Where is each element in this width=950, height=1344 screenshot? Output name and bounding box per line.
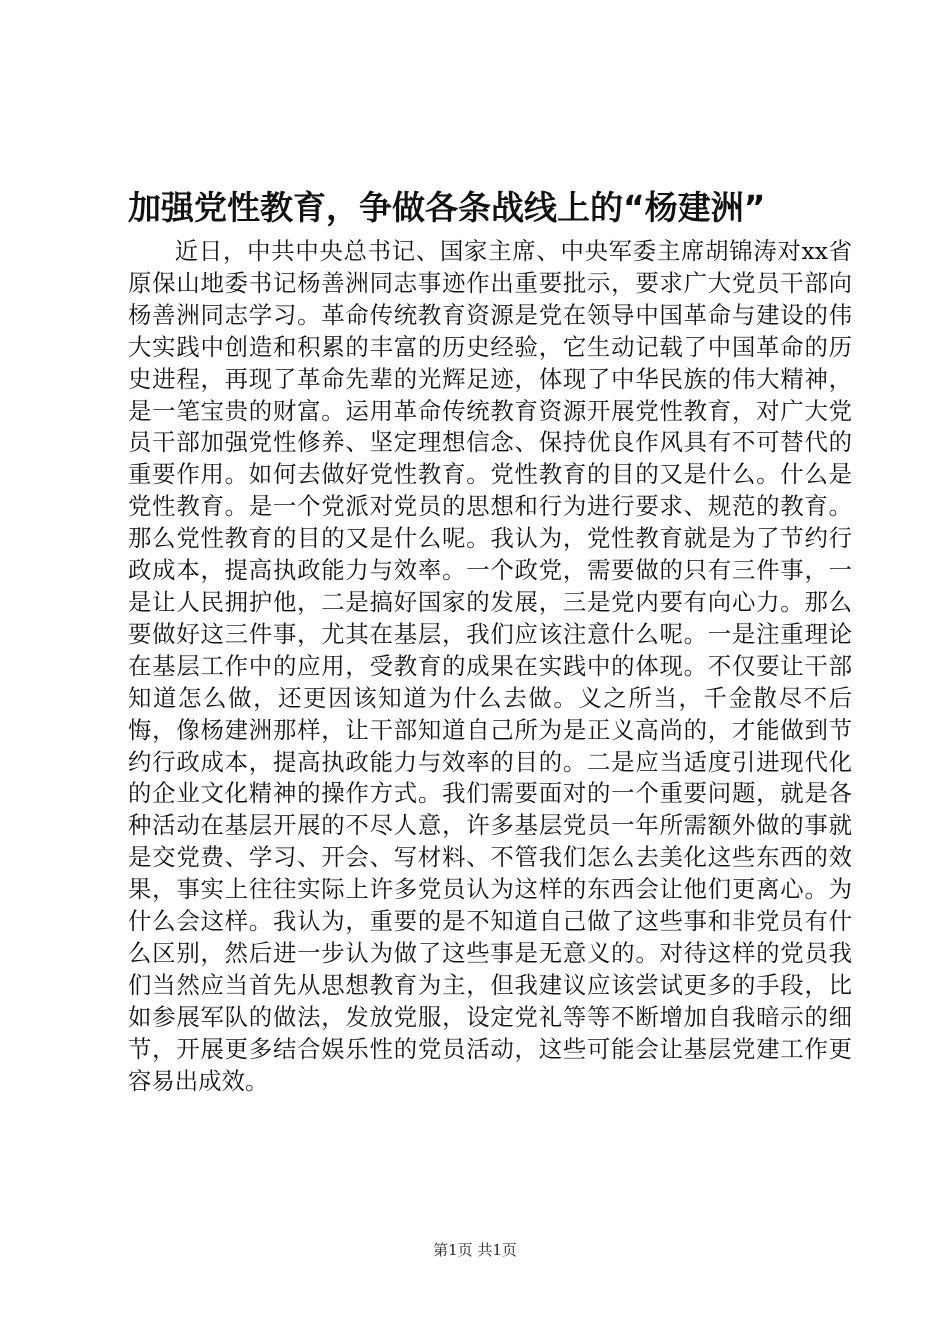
document-title: 加强党性教育，争做各条战线上的“杨建洲” bbox=[128, 188, 766, 227]
page-footer: 第1页 共1页 bbox=[433, 1241, 517, 1259]
document-body-paragraph: 近日，中共中央总书记、国家主席、中央军委主席胡锦涛对xx省原保山地委书记杨善洲同志事迹作出重要批示，要求广大党员干部向杨善洲同志学习。革命传统教育资源是党在领导中国革命与建设的伟大实践中创造和积累的丰富的历史经验，它生动记载了中国革命的历史进程，再现了革命先辈的光辉足迹，体现了中华民族的伟大精神，是一笔宝贵的财富。运用革命传统教育资源开展党性教育，对广大党员干部加强党性修养、坚定理想信念、保持优良作风具有不可替代的重要作用。如何去做好党性教育。党性教育的目的又是什么。什么是党性教育。是一个党派对党员的思想和行为进行要求、规范的教育。那么党性教育的目的又是什么呢。我认为，党性教育就是为了节约行政成本，提高执政能力与效率。一个政党，需要做的只有三件事，一是让人民拥护他，二是搞好国家的发展，三是党内要有向心力。那么要做好这三件事，尤其在基层，我们应该注意什么呢。一是注重理论在基层工作中的应用，受教育的成果在实践中的体现。不仅要让干部知道怎么做，还更因该知道为什么去做。义之所当，千金散尽不后悔，像杨建洲那样，让干部知道自己所为是正义高尚的，才能做到节约行政成本，提高执政能力与效率的目的。二是应当适度引进现代化的企业文化精神的操作方式。我们需要面对的一个重要问题，就是各种活动在基层开展的不尽人意，许多基层党员一年所需额外做的事就是交党费、学习、开会、写材料、不管我们怎么去美化这些东西的效果，事实上往往实际上许多党员认为这样的东西会让他们更离心。为什么会这样。我认为，重要的是不知道自己做了这些事和非党员有什么区别，然后进一步认为做了这些事是无意义的。对待这样的党员我们当然应当首先从思想教育为主，但我建议应该尝试更多的手段，比如参展军队的做法，发放党服，设定党礼等等不断增加自我暗示的细节，开展更多结合娱乐性的党员活动，这些可能会让基层党建工作更容易出成效。 bbox=[128, 237, 852, 1095]
